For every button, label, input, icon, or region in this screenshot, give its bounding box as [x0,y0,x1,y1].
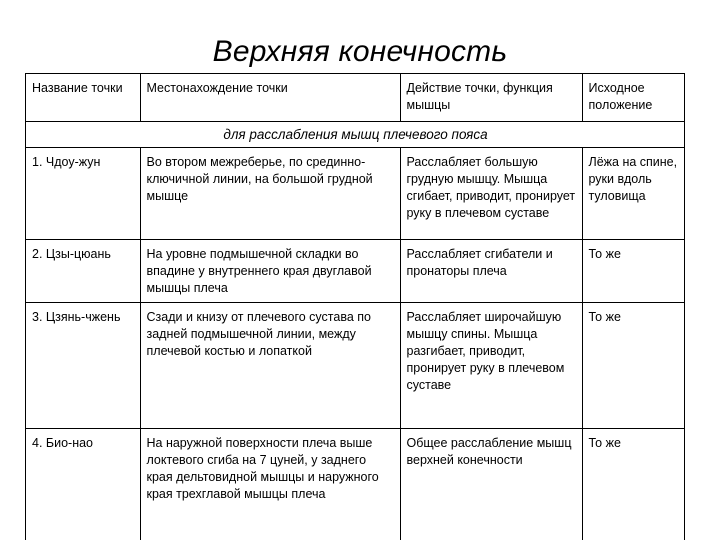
header-location: Местонахождение точки [140,74,400,122]
point-location: На наружной поверхности плеча выше локтевого сгиба на 7 цуней, у заднего края дельтовидной мышцы и наружного края трехглавой мышцы плеча [140,429,400,540]
point-action: Расслабляет широчайшую мышцу спины. Мышца разгибает, приводит, пронирует руку в плечевом суставе [400,303,582,429]
point-position: То же [582,240,685,303]
table-row [26,429,685,540]
point-action: Расслабляет большую грудную мышцу. Мышца сгибает, приводит, пронирует руку в плечевом суставе [400,148,582,240]
point-name: 2. Цзы-цюань [26,240,140,303]
header-name: Название точки [26,74,140,122]
table-row [26,303,685,429]
point-position: То же [582,429,685,540]
point-position: То же [582,303,685,429]
acupoint-table [25,73,685,540]
point-position: Лёжа на спине, руки вдоль туловища [582,148,685,240]
header-action: Действие точки, функция мышцы [400,74,582,122]
table-row [26,240,685,303]
table-row [26,148,685,240]
point-action: Общее расслабление мышц верхней конечности [400,429,582,540]
section-row [26,122,685,148]
table-header-row [26,74,685,122]
header-position: Исходное положение [582,74,685,122]
page-title: Верхняя конечность [212,35,508,68]
point-location: На уровне подмышечной складки во впадине у внутреннего края двуглавой мышцы плеча [140,240,400,303]
point-name: 3. Цзянь-чжень [26,303,140,429]
point-location: Сзади и книзу от плечевого сустава по задней подмышечной линии, между плечевой костью и лопаткой [140,303,400,429]
point-name: 1. Чдоу-жун [26,148,140,240]
table [26,74,685,540]
point-action: Расслабляет сгибатели и пронаторы плеча [400,240,582,303]
point-name: 4. Био-нао [26,429,140,540]
point-location: Во втором межреберье, по срединно-ключичной линии, на большой грудной мышце [140,148,400,240]
section-title: для расслабления мышц плечевого пояса [26,122,685,148]
